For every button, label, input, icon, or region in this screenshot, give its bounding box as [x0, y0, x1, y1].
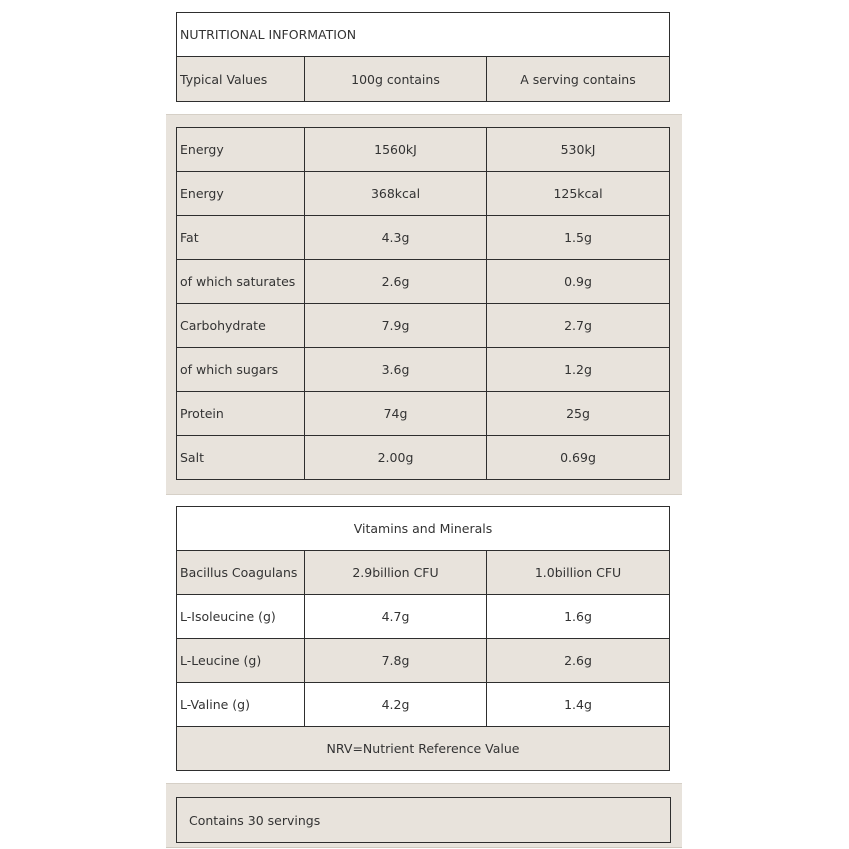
- value-per-100g: 1560kJ: [305, 128, 487, 172]
- nutrition-values-table: [176, 127, 670, 480]
- value-per-100g: 7.9g: [305, 304, 487, 348]
- nutrient-name: Salt: [177, 436, 305, 480]
- table-row: [177, 304, 670, 348]
- column-header-serving: A serving contains: [487, 57, 670, 102]
- value-per-100g: 7.8g: [305, 639, 487, 683]
- value-per-serving: 2.7g: [487, 304, 670, 348]
- value-per-100g: 368kcal: [305, 172, 487, 216]
- table-row: [177, 216, 670, 260]
- value-per-100g: 2.00g: [305, 436, 487, 480]
- nutrient-name: Energy: [177, 128, 305, 172]
- value-per-serving: 1.5g: [487, 216, 670, 260]
- value-per-100g: 2.9billion CFU: [305, 551, 487, 595]
- nutrient-name: L-Valine (g): [177, 683, 305, 727]
- value-per-serving: 2.6g: [487, 639, 670, 683]
- nutrient-name: of which saturates: [177, 260, 305, 304]
- column-header-row: [177, 57, 670, 102]
- nutrition-header-table: [176, 12, 670, 102]
- value-per-serving: 1.0billion CFU: [487, 551, 670, 595]
- nutrient-name: Energy: [177, 172, 305, 216]
- nutrient-name: Carbohydrate: [177, 304, 305, 348]
- value-per-serving: 530kJ: [487, 128, 670, 172]
- vitamins-title-row: [177, 507, 670, 551]
- table-row: [177, 436, 670, 480]
- table-row: [177, 595, 670, 639]
- nutrient-name: L-Isoleucine (g): [177, 595, 305, 639]
- servings-count: Contains 30 servings: [177, 798, 671, 843]
- value-per-100g: 74g: [305, 392, 487, 436]
- nutrient-name: L-Leucine (g): [177, 639, 305, 683]
- table-row: [177, 128, 670, 172]
- value-per-serving: 1.2g: [487, 348, 670, 392]
- servings-row: [177, 798, 671, 843]
- nutrient-name: of which sugars: [177, 348, 305, 392]
- nutrient-name: Protein: [177, 392, 305, 436]
- vitamins-minerals-table: [176, 506, 670, 771]
- nutrient-name: Bacillus Coagulans: [177, 551, 305, 595]
- value-per-100g: 3.6g: [305, 348, 487, 392]
- table-row: [177, 172, 670, 216]
- value-per-100g: 4.7g: [305, 595, 487, 639]
- value-per-serving: 25g: [487, 392, 670, 436]
- value-per-serving: 1.6g: [487, 595, 670, 639]
- vitamins-title: Vitamins and Minerals: [177, 507, 670, 551]
- value-per-100g: 4.2g: [305, 683, 487, 727]
- value-per-serving: 0.69g: [487, 436, 670, 480]
- table-row: [177, 260, 670, 304]
- column-header-100g: 100g contains: [305, 57, 487, 102]
- table-title-row: [177, 13, 670, 57]
- servings-table: [176, 797, 671, 843]
- table-row: [177, 392, 670, 436]
- table-row: [177, 683, 670, 727]
- value-per-serving: 0.9g: [487, 260, 670, 304]
- value-per-100g: 2.6g: [305, 260, 487, 304]
- value-per-serving: 1.4g: [487, 683, 670, 727]
- column-header-typical-values: Typical Values: [177, 57, 305, 102]
- nrv-footnote: NRV=Nutrient Reference Value: [177, 727, 670, 771]
- footnote-row: [177, 727, 670, 771]
- table-title: NUTRITIONAL INFORMATION: [177, 13, 670, 57]
- table-row: [177, 348, 670, 392]
- value-per-100g: 4.3g: [305, 216, 487, 260]
- nutrient-name: Fat: [177, 216, 305, 260]
- table-row: [177, 551, 670, 595]
- value-per-serving: 125kcal: [487, 172, 670, 216]
- table-row: [177, 639, 670, 683]
